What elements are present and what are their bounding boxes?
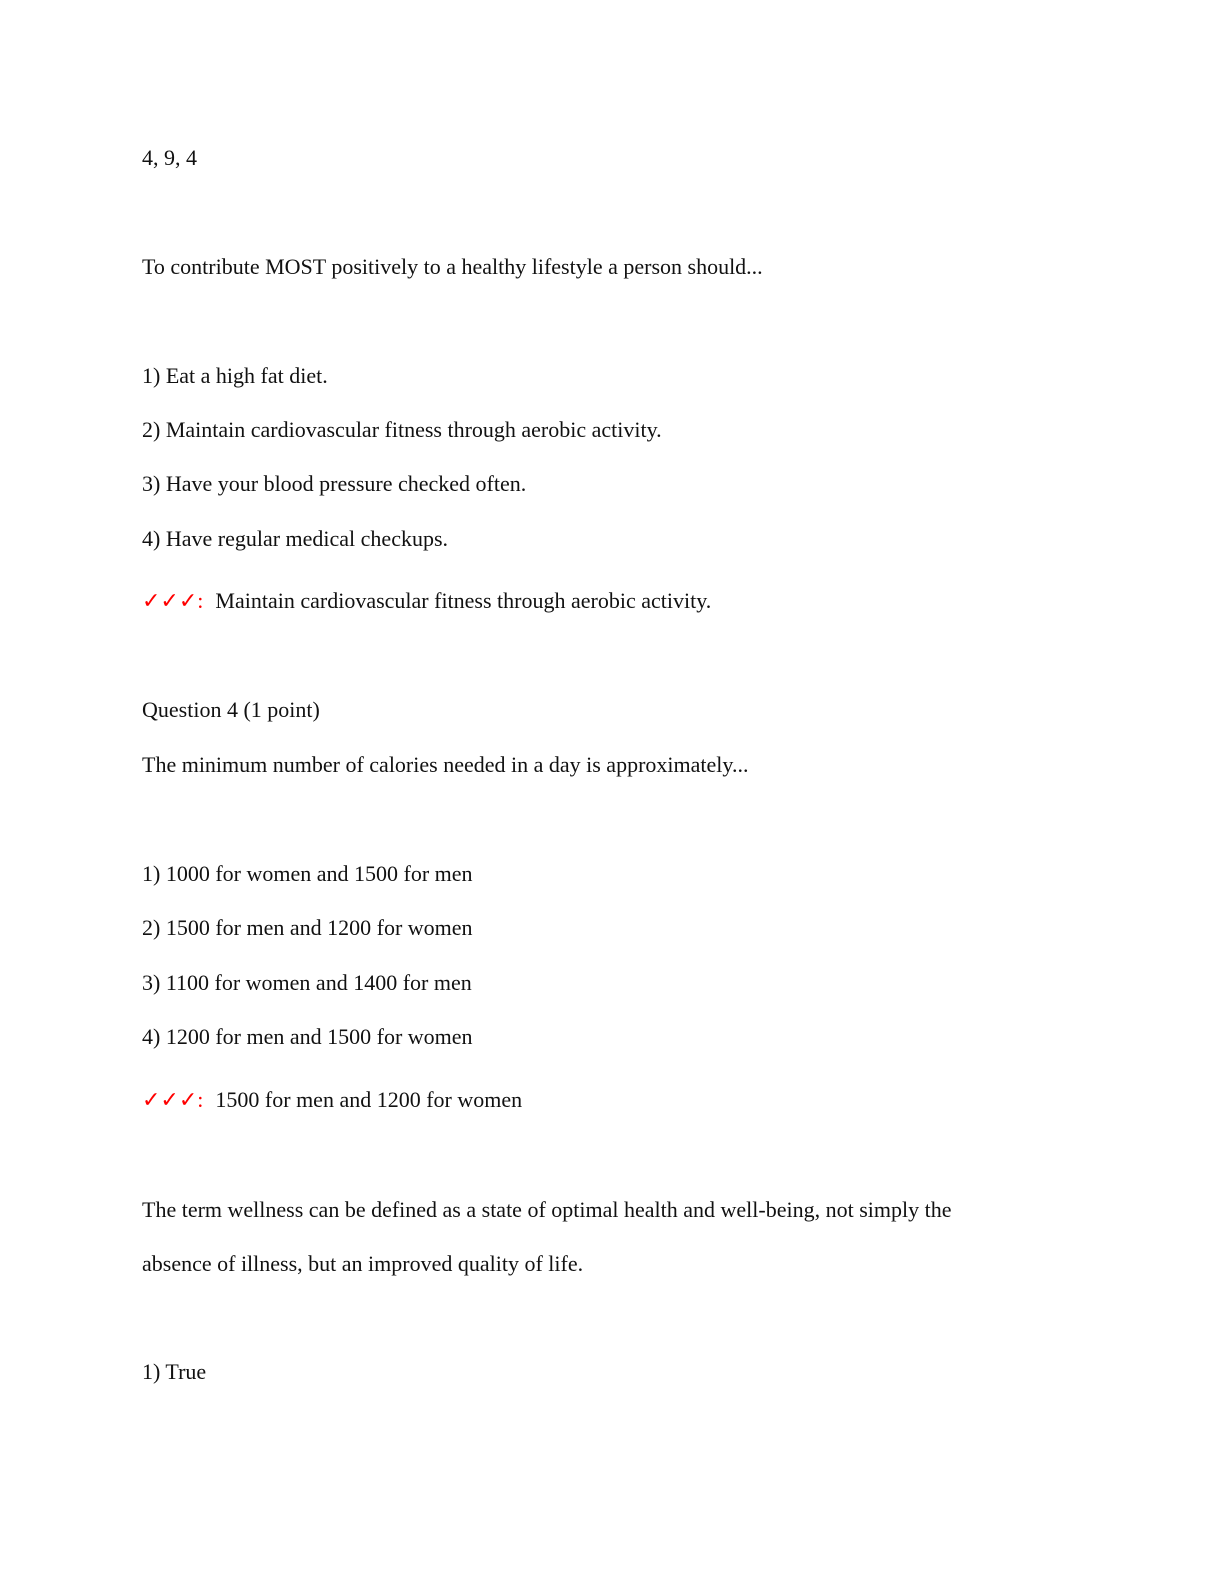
- question-4-heading: Question 4 (1 point): [142, 697, 320, 722]
- option-2: 2) Maintain cardiovascular fitness through aerobic activity.: [142, 417, 662, 442]
- option-3: 3) 1100 for women and 1400 for men: [142, 970, 472, 995]
- answer-text: 1500 for men and 1200 for women: [215, 1087, 523, 1112]
- option-1: 1) 1000 for women and 1500 for men: [142, 861, 473, 886]
- question-4-text: The minimum number of calories needed in a day is approximately...: [142, 752, 749, 777]
- option-4: 4) 1200 for men and 1500 for women: [142, 1024, 473, 1049]
- answer-text: Maintain cardiovascular fitness through aerobic activity.: [215, 588, 712, 613]
- header-text: 4, 9, 4: [142, 145, 197, 170]
- option-3: 3) Have your blood pressure checked often.: [142, 471, 527, 496]
- answer-line: [142, 587, 711, 615]
- question-wellness-line-1: The term wellness can be defined as a state of optimal health and well-being, not simply the: [142, 1197, 952, 1222]
- option-2: 2) 1500 for men and 1200 for women: [142, 915, 473, 940]
- question-lifestyle-text: To contribute MOST positively to a healthy lifestyle a person should...: [142, 254, 763, 279]
- checkmark-icon: ✓✓✓:: [142, 1087, 204, 1112]
- option-1: 1) True: [142, 1359, 207, 1384]
- checkmark-icon: ✓✓✓:: [142, 588, 204, 613]
- question-wellness-line-2: absence of illness, but an improved quality of life.: [142, 1251, 584, 1276]
- option-4: 4) Have regular medical checkups.: [142, 526, 449, 551]
- answer-line: [142, 1086, 522, 1114]
- option-1: 1) Eat a high fat diet.: [142, 363, 328, 388]
